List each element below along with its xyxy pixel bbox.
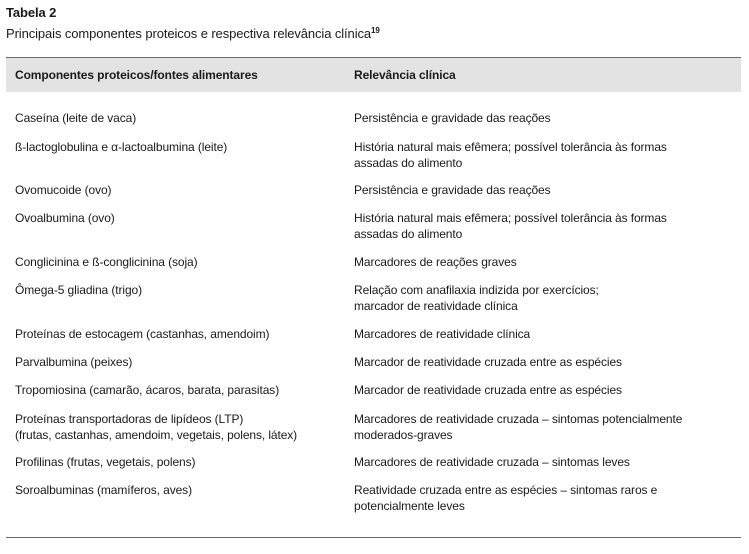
relevance-cell: Marcadores de reatividade cruzada – sintomas potencialmente moderados-graves: [354, 412, 683, 442]
component-cell: ß-lactoglobulina e α-lactoalbumina (leite): [15, 140, 228, 154]
relevance-cell: Marcador de reatividade cruzada entre as espécies: [354, 383, 622, 397]
table-row: [6, 282, 741, 326]
table-title: Tabela 2: [6, 5, 57, 20]
column-header-relevance: Relevância clínica: [354, 68, 456, 82]
table-row: [6, 110, 741, 139]
table-header: [6, 57, 741, 92]
component-cell: Parvalbumina (peixes): [15, 355, 133, 369]
component-cell: Ovomucoide (ovo): [15, 183, 112, 197]
component-cell: Caseína (leite de vaca): [15, 111, 137, 125]
relevance-cell: Marcador de reatividade cruzada entre as espécies: [354, 355, 622, 369]
component-cell: Tropomiosina (camarão, ácaros, barata, parasitas): [15, 383, 280, 397]
relevance-cell: Marcadores de reações graves: [354, 255, 517, 269]
component-cell: Ovoalbumina (ovo): [15, 211, 115, 225]
relevance-cell: Marcadores de reatividade clínica: [354, 327, 531, 341]
component-cell: Soroalbuminas (mamíferos, aves): [15, 483, 192, 497]
component-cell: Conglicinina e ß-conglicinina (soja): [15, 255, 198, 269]
relevance-cell: Persistência e gravidade das reações: [354, 111, 551, 125]
table-row: [6, 354, 741, 382]
component-cell: Ômega-5 gliadina (trigo): [15, 283, 142, 297]
table-row: [6, 411, 741, 454]
table-subtitle-reference: 19: [371, 26, 380, 35]
table-row: [6, 382, 741, 411]
component-cell: Profilinas (frutas, vegetais, polens): [15, 455, 196, 469]
table-row: [6, 210, 741, 254]
table-row: [6, 254, 741, 282]
table-row: [6, 454, 741, 482]
table-row: [6, 326, 741, 354]
table-row: [6, 139, 741, 182]
table-bottom-rule: [6, 537, 741, 538]
relevance-cell: Marcadores de reatividade cruzada – sintomas leves: [354, 455, 630, 469]
column-header-components: Componentes proteicos/fontes alimentares: [15, 68, 258, 82]
table-subtitle-text: Principais componentes proteicos e respectiva relevância clínica: [6, 26, 372, 41]
component-cell: Proteínas transportadoras de lipídeos (LTP) (frutas, castanhas, amendoim, vegetais, polens, látex): [15, 412, 298, 442]
table-row: [6, 182, 741, 210]
relevance-cell: Persistência e gravidade das reações: [354, 183, 551, 197]
component-cell: Proteínas de estocagem (castanhas, amendoim): [15, 327, 270, 341]
relevance-cell: Reatividade cruzada entre as espécies – sintomas raros e potencialmente leves: [354, 483, 658, 513]
table-subtitle: [6, 26, 380, 41]
table-row: [6, 482, 741, 518]
relevance-cell: Relação com anafilaxia indizida por exercícios; marcador de reatividade clínica: [354, 283, 599, 313]
table-body: [6, 110, 741, 518]
relevance-cell: História natural mais efêmera; possível tolerância às formas assadas do alimento: [354, 211, 667, 241]
relevance-cell: História natural mais efêmera; possível tolerância às formas assadas do alimento: [354, 140, 667, 170]
